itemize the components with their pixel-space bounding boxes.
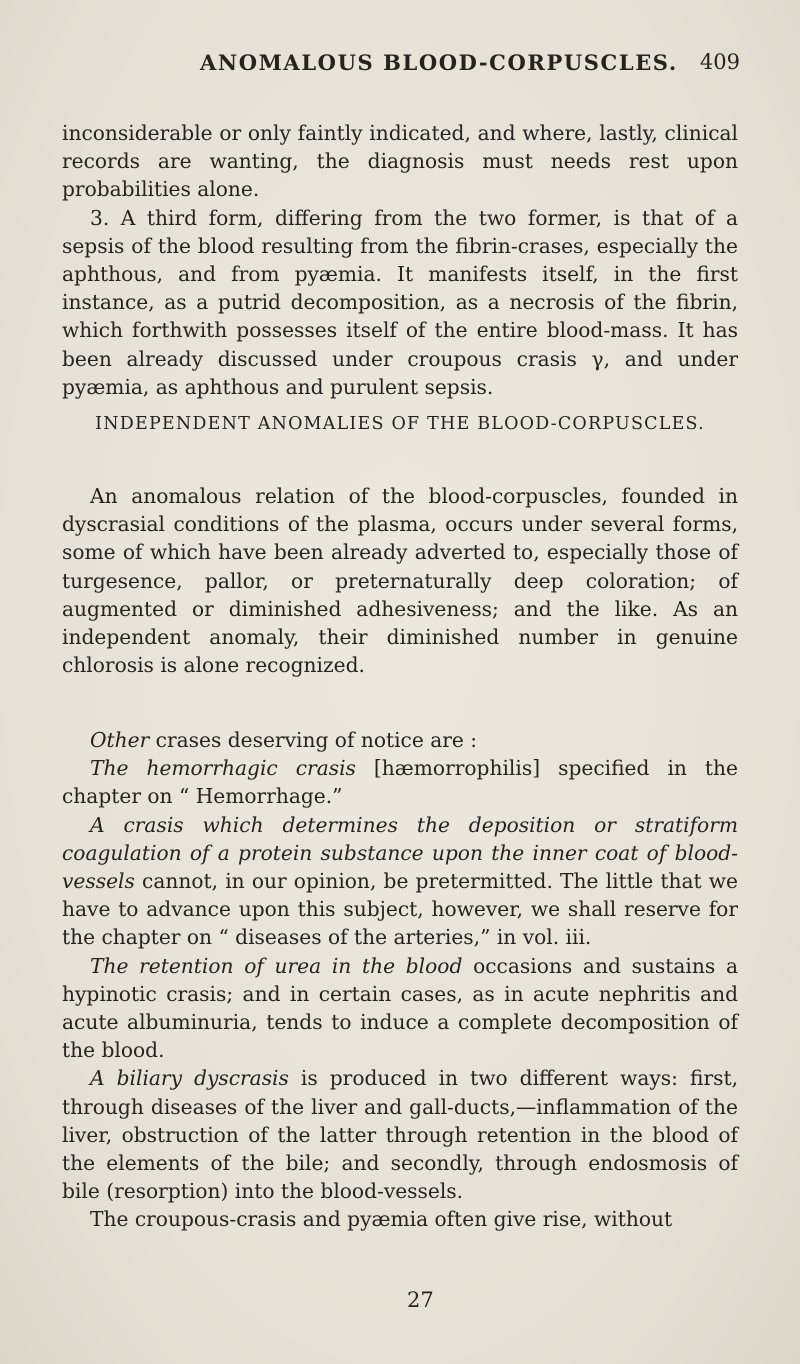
paragraph-biliary — [62, 1064, 738, 1205]
stratiform-text: cannot, in our opinion, be pretermitted. The little that we have to advance upon this subject, however, we shall reserve for the chapter on “ diseases of the arteries,” in vol. iii. — [62, 869, 738, 950]
text-block-middle — [62, 482, 738, 679]
section-heading: INDEPENDENT ANOMALIES OF THE BLOOD-CORPUSCLES. — [95, 414, 705, 434]
text-block-top — [62, 119, 738, 401]
paragraph-anomalous-relation: An anomalous relation of the blood-corpuscles, founded in dyscrasial conditions of the plasma, occurs under several forms, some of which have been already adverted to, especially those of turgesence, pallor, or preternaturally deep coloration; of augmented or diminished adhesiveness; and the like. As an independent anomaly, their diminished number in genuine chlorosis is alone recognized. — [62, 484, 738, 678]
text-block-bottom — [62, 726, 738, 1234]
italic-stratiform: A crasis which determines the deposition or stratiform coagulation of a protein substance upon the inner coat of blood-vessels — [62, 812, 738, 894]
biliary-text: is produced in two different ways: first, through diseases of the liver and gall-ducts,—inflammation of the liver, obstruction of the latter through retention in the blood of the elements of the bile; and secondly, through endosmosis of bile (resorption) into the blood-vessels. — [62, 1066, 738, 1204]
running-title: ANOMALOUS BLOOD-CORPUSCLES. — [200, 50, 678, 75]
paragraph-hemorrhagic — [62, 754, 738, 810]
paragraph-continuation: inconsiderable or only faintly indicated, and where, lastly, clinical records are wanting, the diagnosis must needs rest upon probabilities alone. — [62, 121, 738, 202]
paragraph-third-form: 3. A third form, differing from the two former, is that of a sepsis of the blood resulting from the fibrin-crases, especially the aphthous, and from pyæmia. It manifests itself, in the first instance, as a putrid decomposition, as a necrosis of the fibrin, which forthwith possesses itself of the entire blood-mass. It has been already discussed under croupous crasis γ, and under pyæmia, as aphthous and purulent sepsis. — [62, 205, 738, 399]
italic-urea: The retention of urea in the blood — [90, 953, 463, 978]
paragraph-stratiform — [62, 811, 738, 952]
italic-other: Other — [90, 728, 150, 752]
paragraph-urea — [62, 952, 738, 1065]
signature-mark: 27 — [407, 1288, 434, 1312]
italic-biliary: A biliary dyscrasis — [90, 1066, 289, 1091]
paragraph-croupous: The croupous-crasis and pyæmia often give rise, without — [90, 1207, 673, 1232]
other-crases-text: crases deserving of notice are : — [149, 728, 478, 752]
italic-hemorrhagic: The hemorrhagic crasis — [90, 756, 356, 781]
paragraph-other-crases — [62, 726, 738, 754]
hemorrhagic-text: [hæmorrophilis] specified in the chapter on “ Hemorrhage.” — [62, 756, 738, 809]
urea-text: occasions and sustains a hypinotic crasis; and in certain cases, as in acute nephritis and acute albuminuria, tends to induce a complete decomposition of the blood. — [62, 953, 738, 1063]
running-header — [0, 50, 800, 90]
page-number: 409 — [699, 50, 740, 74]
